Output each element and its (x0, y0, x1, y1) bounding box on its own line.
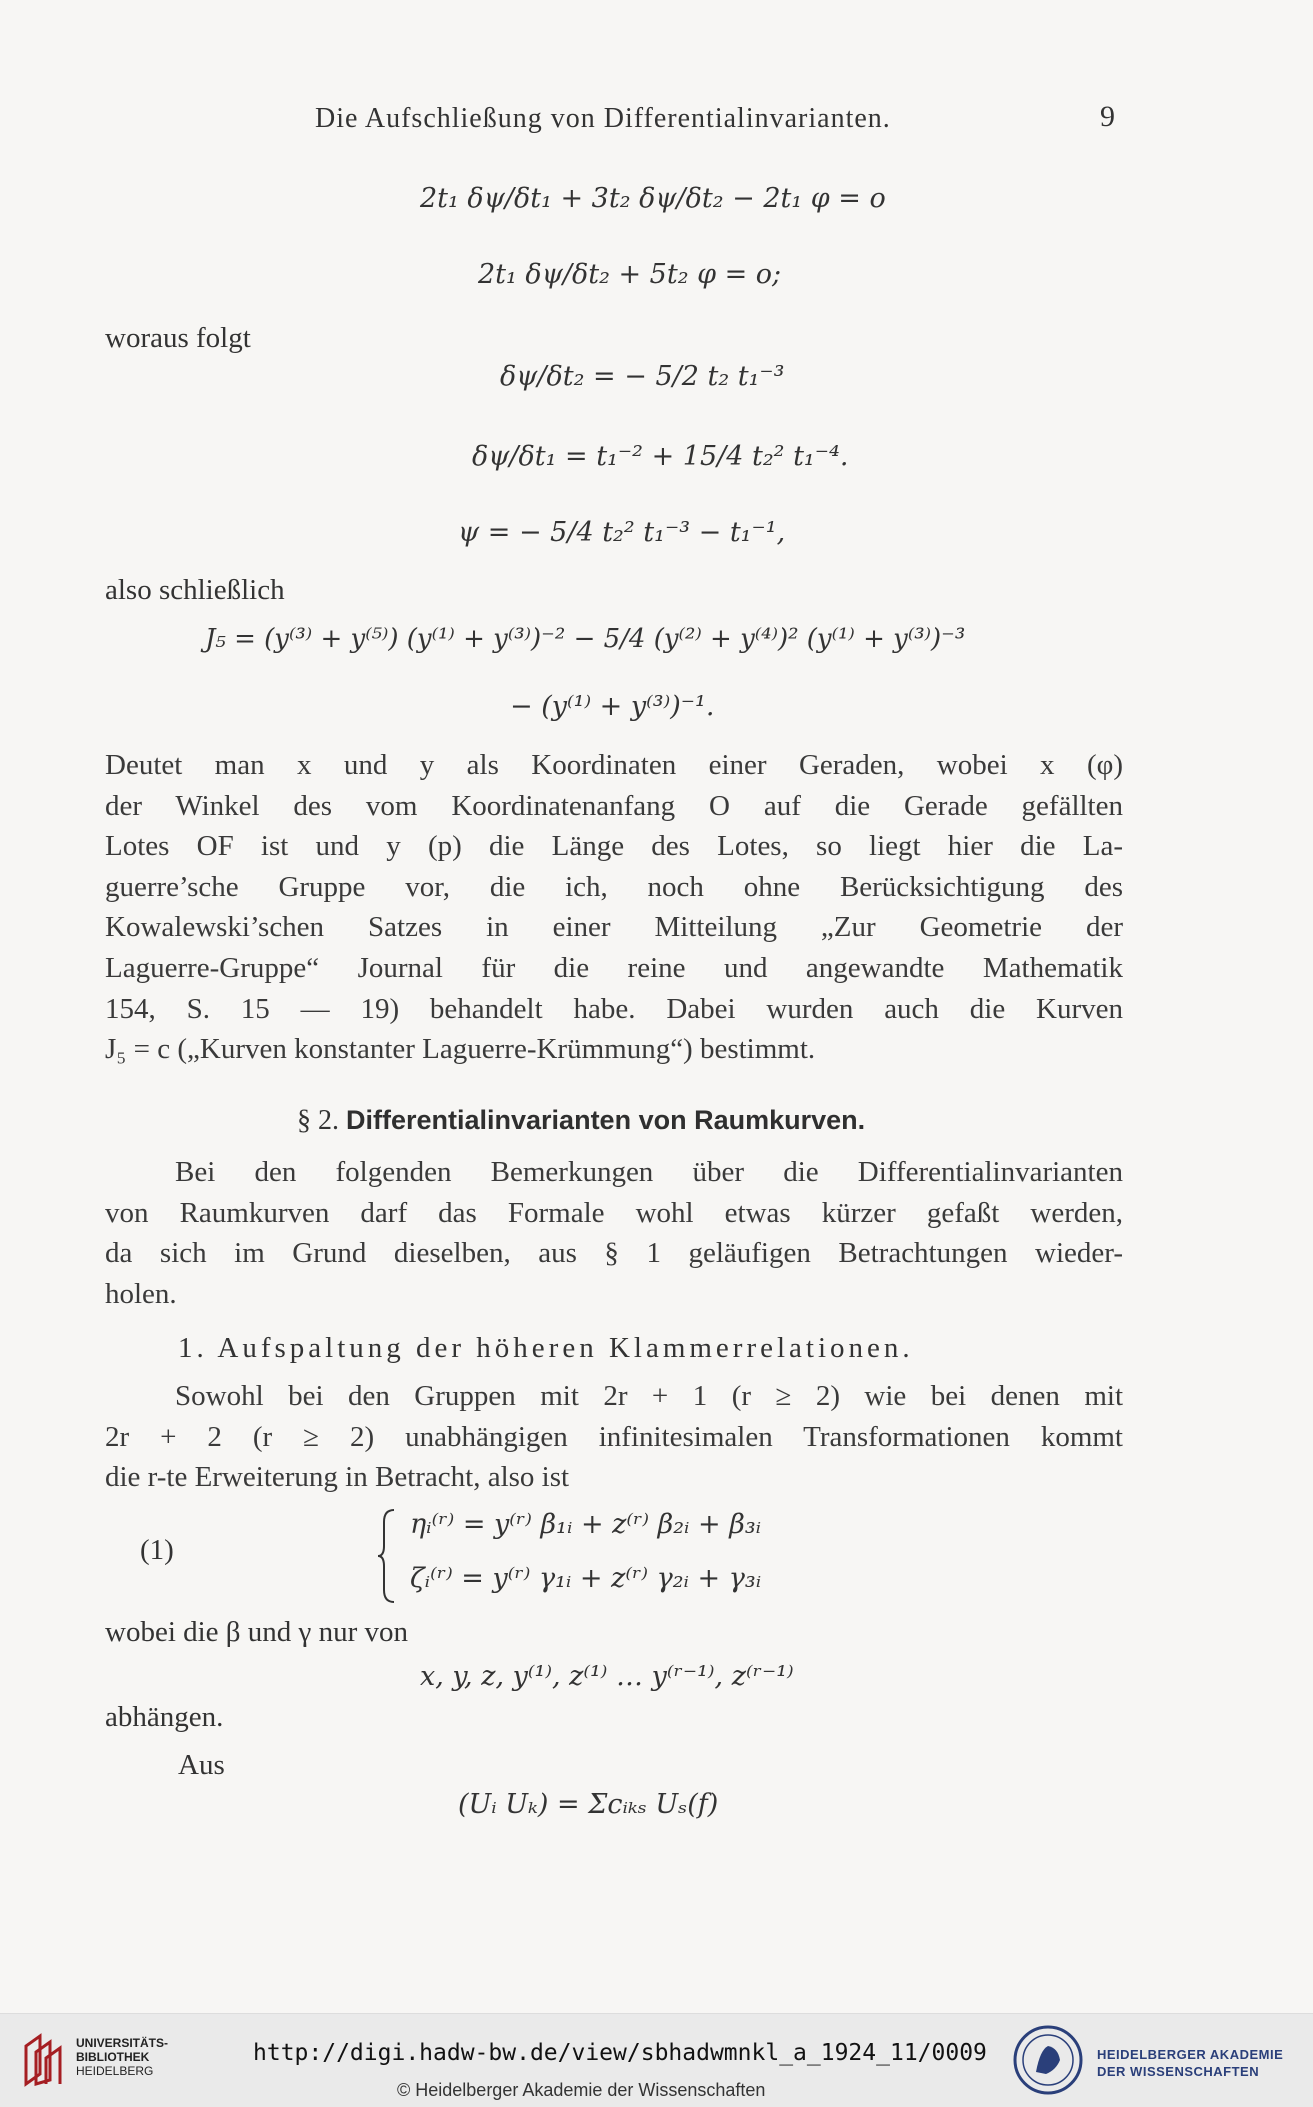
text-line: Bei den folgenden Bemerkungen über die Differentialinvarianten (175, 1156, 1123, 1188)
equation-2: 2t₁ δψ/δt₂ + 5t₂ φ = o; (478, 259, 782, 290)
running-header: Die Aufschließung von Differentialinvarianten. (315, 103, 891, 134)
text-line: der Winkel des vom Koordinatenanfang O auf die Gerade gefällten (105, 789, 1123, 822)
paragraph-laguerre (105, 745, 1123, 1070)
also-schliesslich: also schließlich (105, 574, 285, 606)
subsection-heading: 1. Aufspaltung der höheren Klammerrelationen. (178, 1332, 914, 1364)
paragraph-raumkurven (105, 1152, 1123, 1314)
variables-list: x, y, z, y⁽¹⁾, z⁽¹⁾ … y⁽ʳ⁻¹⁾, z⁽ʳ⁻¹⁾ (420, 1661, 794, 1692)
j5-equation-line2: − (y⁽¹⁾ + y⁽³⁾)⁻¹. (510, 691, 715, 722)
text-line: da sich im Grund dieselben, aus § 1 geläufigen Betrachtungen wieder- (105, 1237, 1123, 1270)
library-name: UNIVERSITÄTS- BIBLIOTHEK HEIDELBERG (76, 2036, 169, 2078)
text-line: Deutet man x und y als Koordinaten einer Geraden, wobei x (φ) (105, 749, 1123, 781)
section-number: § 2. (297, 1105, 339, 1136)
text-line: 2r + 2 (r ≥ 2) unabhängigen infinitesimalen Transformationen kommt (105, 1420, 1123, 1453)
text-line: Lotes OF ist und y (p) die Länge des Lotes, so liegt hier die La- (105, 830, 1123, 863)
academy-name: HEIDELBERGER AKADEMIE DER WISSENSCHAFTEN (1097, 2047, 1284, 2079)
aus-text: Aus (178, 1749, 225, 1781)
text-line: Kowalewski’schen Satzes in einer Mitteilung „Zur Geometrie der (105, 911, 1123, 944)
text-line: guerre’sche Gruppe vor, die ich, noch ohne Berücksichtigung des (105, 870, 1123, 903)
equation-label: (1) (140, 1534, 174, 1566)
abhaengen-text: abhängen. (105, 1701, 224, 1733)
woraus-folgt: woraus folgt (105, 322, 251, 354)
text-line: die r-te Erweiterung in Betracht, also ist (105, 1461, 570, 1494)
brace-icon (378, 1506, 400, 1606)
copyright-notice: © Heidelberger Akademie der Wissenschaften (397, 2080, 766, 2100)
text-line: Laguerre-Gruppe“ Journal für die reine und angewandte Mathematik (105, 951, 1123, 984)
text-line: 154, S. 15 — 19) behandelt habe. Dabei wurden auch die Kurven (105, 992, 1123, 1025)
academy-seal-icon (1012, 2024, 1084, 2096)
text-line: von Raumkurven darf das Formale wohl etwas kürzer gefaßt werden, (105, 1196, 1123, 1229)
equation-3: δψ/δt₂ = − 5/2 t₂ t₁⁻³ (500, 361, 785, 392)
text-line: holen. (105, 1277, 177, 1310)
equation-1: 2t₁ δψ/δt₁ + 3t₂ δψ/δt₂ − 2t₁ φ = o (420, 183, 886, 214)
page-number: 9 (1100, 100, 1115, 133)
section-title: Differentialinvarianten von Raumkurven. (346, 1105, 866, 1135)
text-line: J₅ = c („Kurven konstanter Laguerre-Krümmung“) bestimmt. (105, 1033, 816, 1066)
university-library-logo-icon (18, 2032, 66, 2088)
footer-bar (0, 2013, 1313, 2107)
system-line-2: ζᵢ⁽ʳ⁾ = y⁽ʳ⁾ γ₁ᵢ + z⁽ʳ⁾ γ₂ᵢ + γ₃ᵢ (410, 1563, 762, 1594)
j5-equation-line1: J₅ = (y⁽³⁾ + y⁽⁵⁾) (y⁽¹⁾ + y⁽³⁾)⁻² − 5/4 (y⁽²⁾ + y⁽⁴⁾)² (y⁽¹⁾ + y⁽³⁾)⁻³ (205, 624, 966, 654)
equation-4: δψ/δt₁ = t₁⁻² + 15/4 t₂² t₁⁻⁴. (472, 441, 849, 472)
commutator-equation: (Uᵢ Uₖ) = Σcᵢₖₛ Uₛ(f) (458, 1789, 719, 1820)
section-heading (297, 1105, 865, 1137)
paragraph-erweiterung (105, 1376, 1123, 1498)
wobei-text: wobei die β und γ nur von (105, 1616, 409, 1648)
source-url-link[interactable]: http://digi.hadw-bw.de/view/sbhadwmnkl_a_1924_11/0009 (253, 2040, 987, 2066)
text-line: Sowohl bei den Gruppen mit 2r + 1 (r ≥ 2) wie bei denen mit (175, 1380, 1123, 1412)
system-line-1: ηᵢ⁽ʳ⁾ = y⁽ʳ⁾ β₁ᵢ + z⁽ʳ⁾ β₂ᵢ + β₃ᵢ (410, 1509, 762, 1540)
equation-5: ψ = − 5/4 t₂² t₁⁻³ − t₁⁻¹, (458, 517, 786, 548)
